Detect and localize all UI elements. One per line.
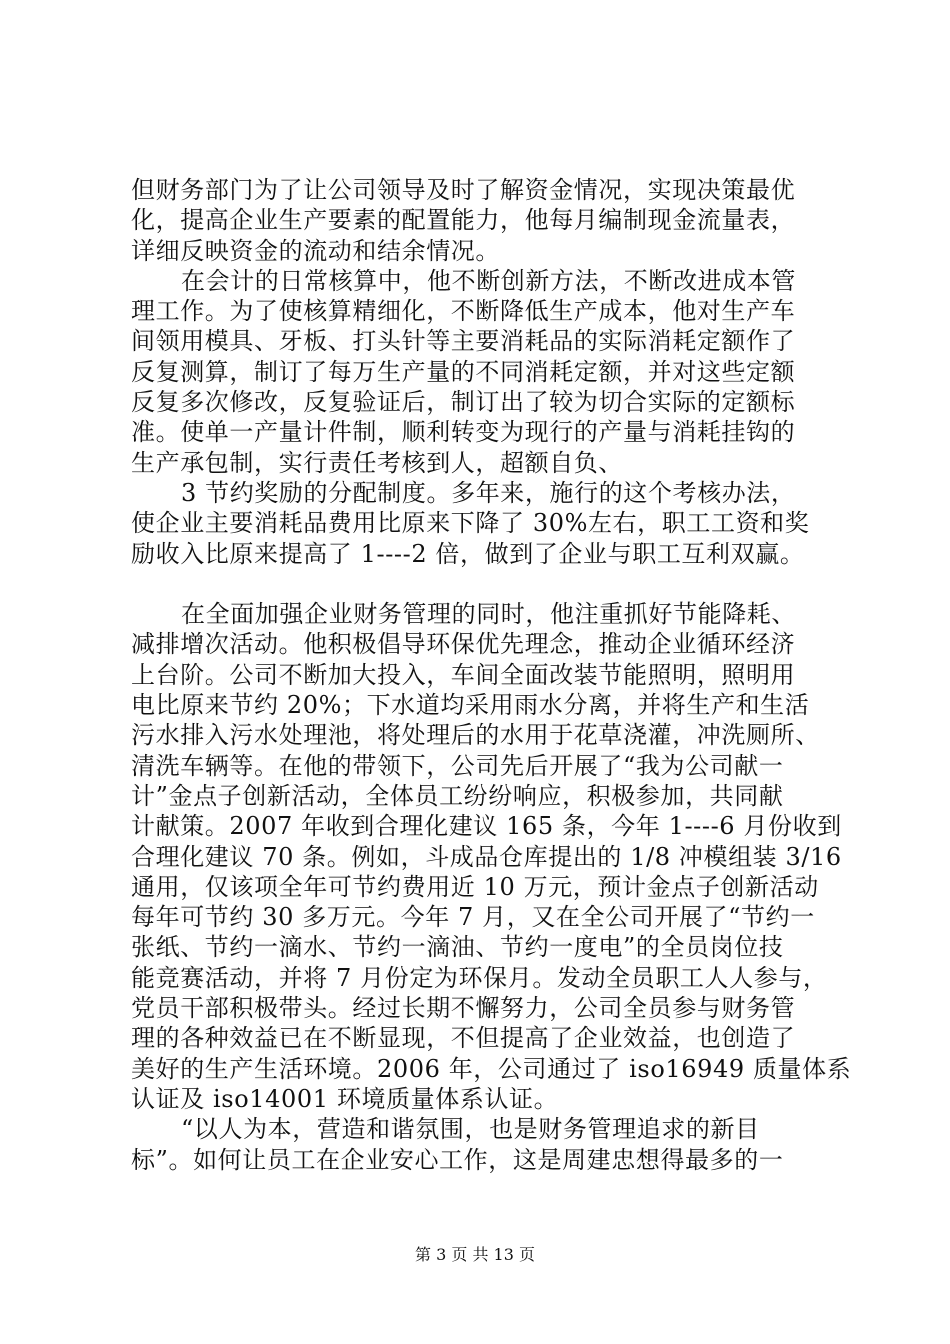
text-line: 间领用模具、牙板、打头针等主要消耗品的实际消耗定额作了 bbox=[131, 327, 796, 356]
text-line: 反复测算，制订了每万生产量的不同消耗定额，并对这些定额 bbox=[131, 357, 796, 386]
paragraph-first-line: 在全面加强企业财务管理的同时，他注重抓好节能降耗、 bbox=[181, 600, 796, 629]
text-line: 电比原来节约 20%；下水道均采用雨水分离，并将生产和生活 bbox=[131, 691, 810, 720]
text-line: 但财务部门为了让公司领导及时了解资金情况，实现决策最优 bbox=[131, 176, 796, 204]
paragraph-first-line: 3 节约奖励的分配制度。多年来，施行的这个考核办法， bbox=[181, 478, 796, 507]
paragraph-spacer bbox=[131, 569, 831, 599]
text-line: 计献策。2007 年收到合理化建议 165 条，今年 1----6 月份收到 bbox=[131, 812, 842, 841]
text-line: 能竞赛活动，并将 7 月份定为环保月。发动全员职工人人参与， bbox=[131, 963, 828, 992]
body-text bbox=[131, 175, 852, 1175]
text-line: 理的各种效益已在不断显现，不但提高了企业效益，也创造了 bbox=[131, 1024, 796, 1053]
text-line: 污水排入污水处理池，将处理后的水用于花草浇灌，冲洗厕所、 bbox=[131, 721, 820, 750]
text-line: 详细反映资金的流动和结余情况。 bbox=[131, 236, 500, 265]
text-line: 党员干部积极带头。经过长期不懈努力，公司全员参与财务管 bbox=[131, 994, 796, 1023]
text-line: 减排增次活动。他积极倡导环保优先理念，推动企业循环经济 bbox=[131, 630, 796, 659]
text-line: 美好的生产生活环境。2006 年，公司通过了 iso16949 质量体系 bbox=[131, 1054, 852, 1083]
text-line: 计”金点子创新活动，全体员工纷纷响应，积极参加，共同献 bbox=[131, 781, 784, 810]
text-line: 每年可节约 30 多万元。今年 7 月，又在全公司开展了“节约一 bbox=[131, 903, 815, 932]
text-line: 张纸、节约一滴水、节约一滴油、节约一度电”的全员岗位技 bbox=[131, 933, 784, 962]
text-line: 使企业主要消耗品费用比原来下降了 30%左右，职工工资和奖 bbox=[131, 509, 810, 538]
text-line: 上台阶。公司不断加大投入，车间全面改装节能照明，照明用 bbox=[131, 660, 796, 689]
paragraph-first-line: “以人为本，营造和谐氛围，也是财务管理追求的新目 bbox=[181, 1115, 760, 1144]
text-line: 反复多次修改，反复验证后，制订出了较为切合实际的定额标 bbox=[131, 388, 796, 417]
text-line: 准。使单一产量计件制，顺利转变为现行的产量与消耗挂钩的 bbox=[131, 418, 796, 447]
paragraph-first-line: 在会计的日常核算中，他不断创新方法，不断改进成本管 bbox=[181, 266, 796, 295]
text-line: 励收入比原来提高了 1----2 倍，做到了企业与职工互利双赢。 bbox=[131, 539, 805, 568]
text-line: 合理化建议 70 条。例如，斗成品仓库提出的 1/8 冲模组装 3/16 bbox=[131, 842, 842, 871]
text-line: 理工作。为了使核算精细化，不断降低生产成本，他对生产车 bbox=[131, 297, 796, 326]
text-line: 化，提高企业生产要素的配置能力，他每月编制现金流量表， bbox=[131, 206, 796, 235]
text-line: 认证及 iso14001 环境质量体系认证。 bbox=[131, 1084, 559, 1113]
text-line: 生产承包制，实行责任考核到人，超额自负、 bbox=[131, 448, 623, 477]
text-line: 清洗车辆等。在他的带领下，公司先后开展了“我为公司献一 bbox=[131, 751, 784, 780]
text-line: 通用，仅该项全年可节约费用近 10 万元，预计金点子创新活动 bbox=[131, 872, 819, 901]
page-number-footer: 第 3 页 共 13 页 bbox=[415, 1245, 535, 1264]
text-line: 标”。如何让员工在企业安心工作，这是周建忠想得最多的一 bbox=[131, 1145, 784, 1174]
